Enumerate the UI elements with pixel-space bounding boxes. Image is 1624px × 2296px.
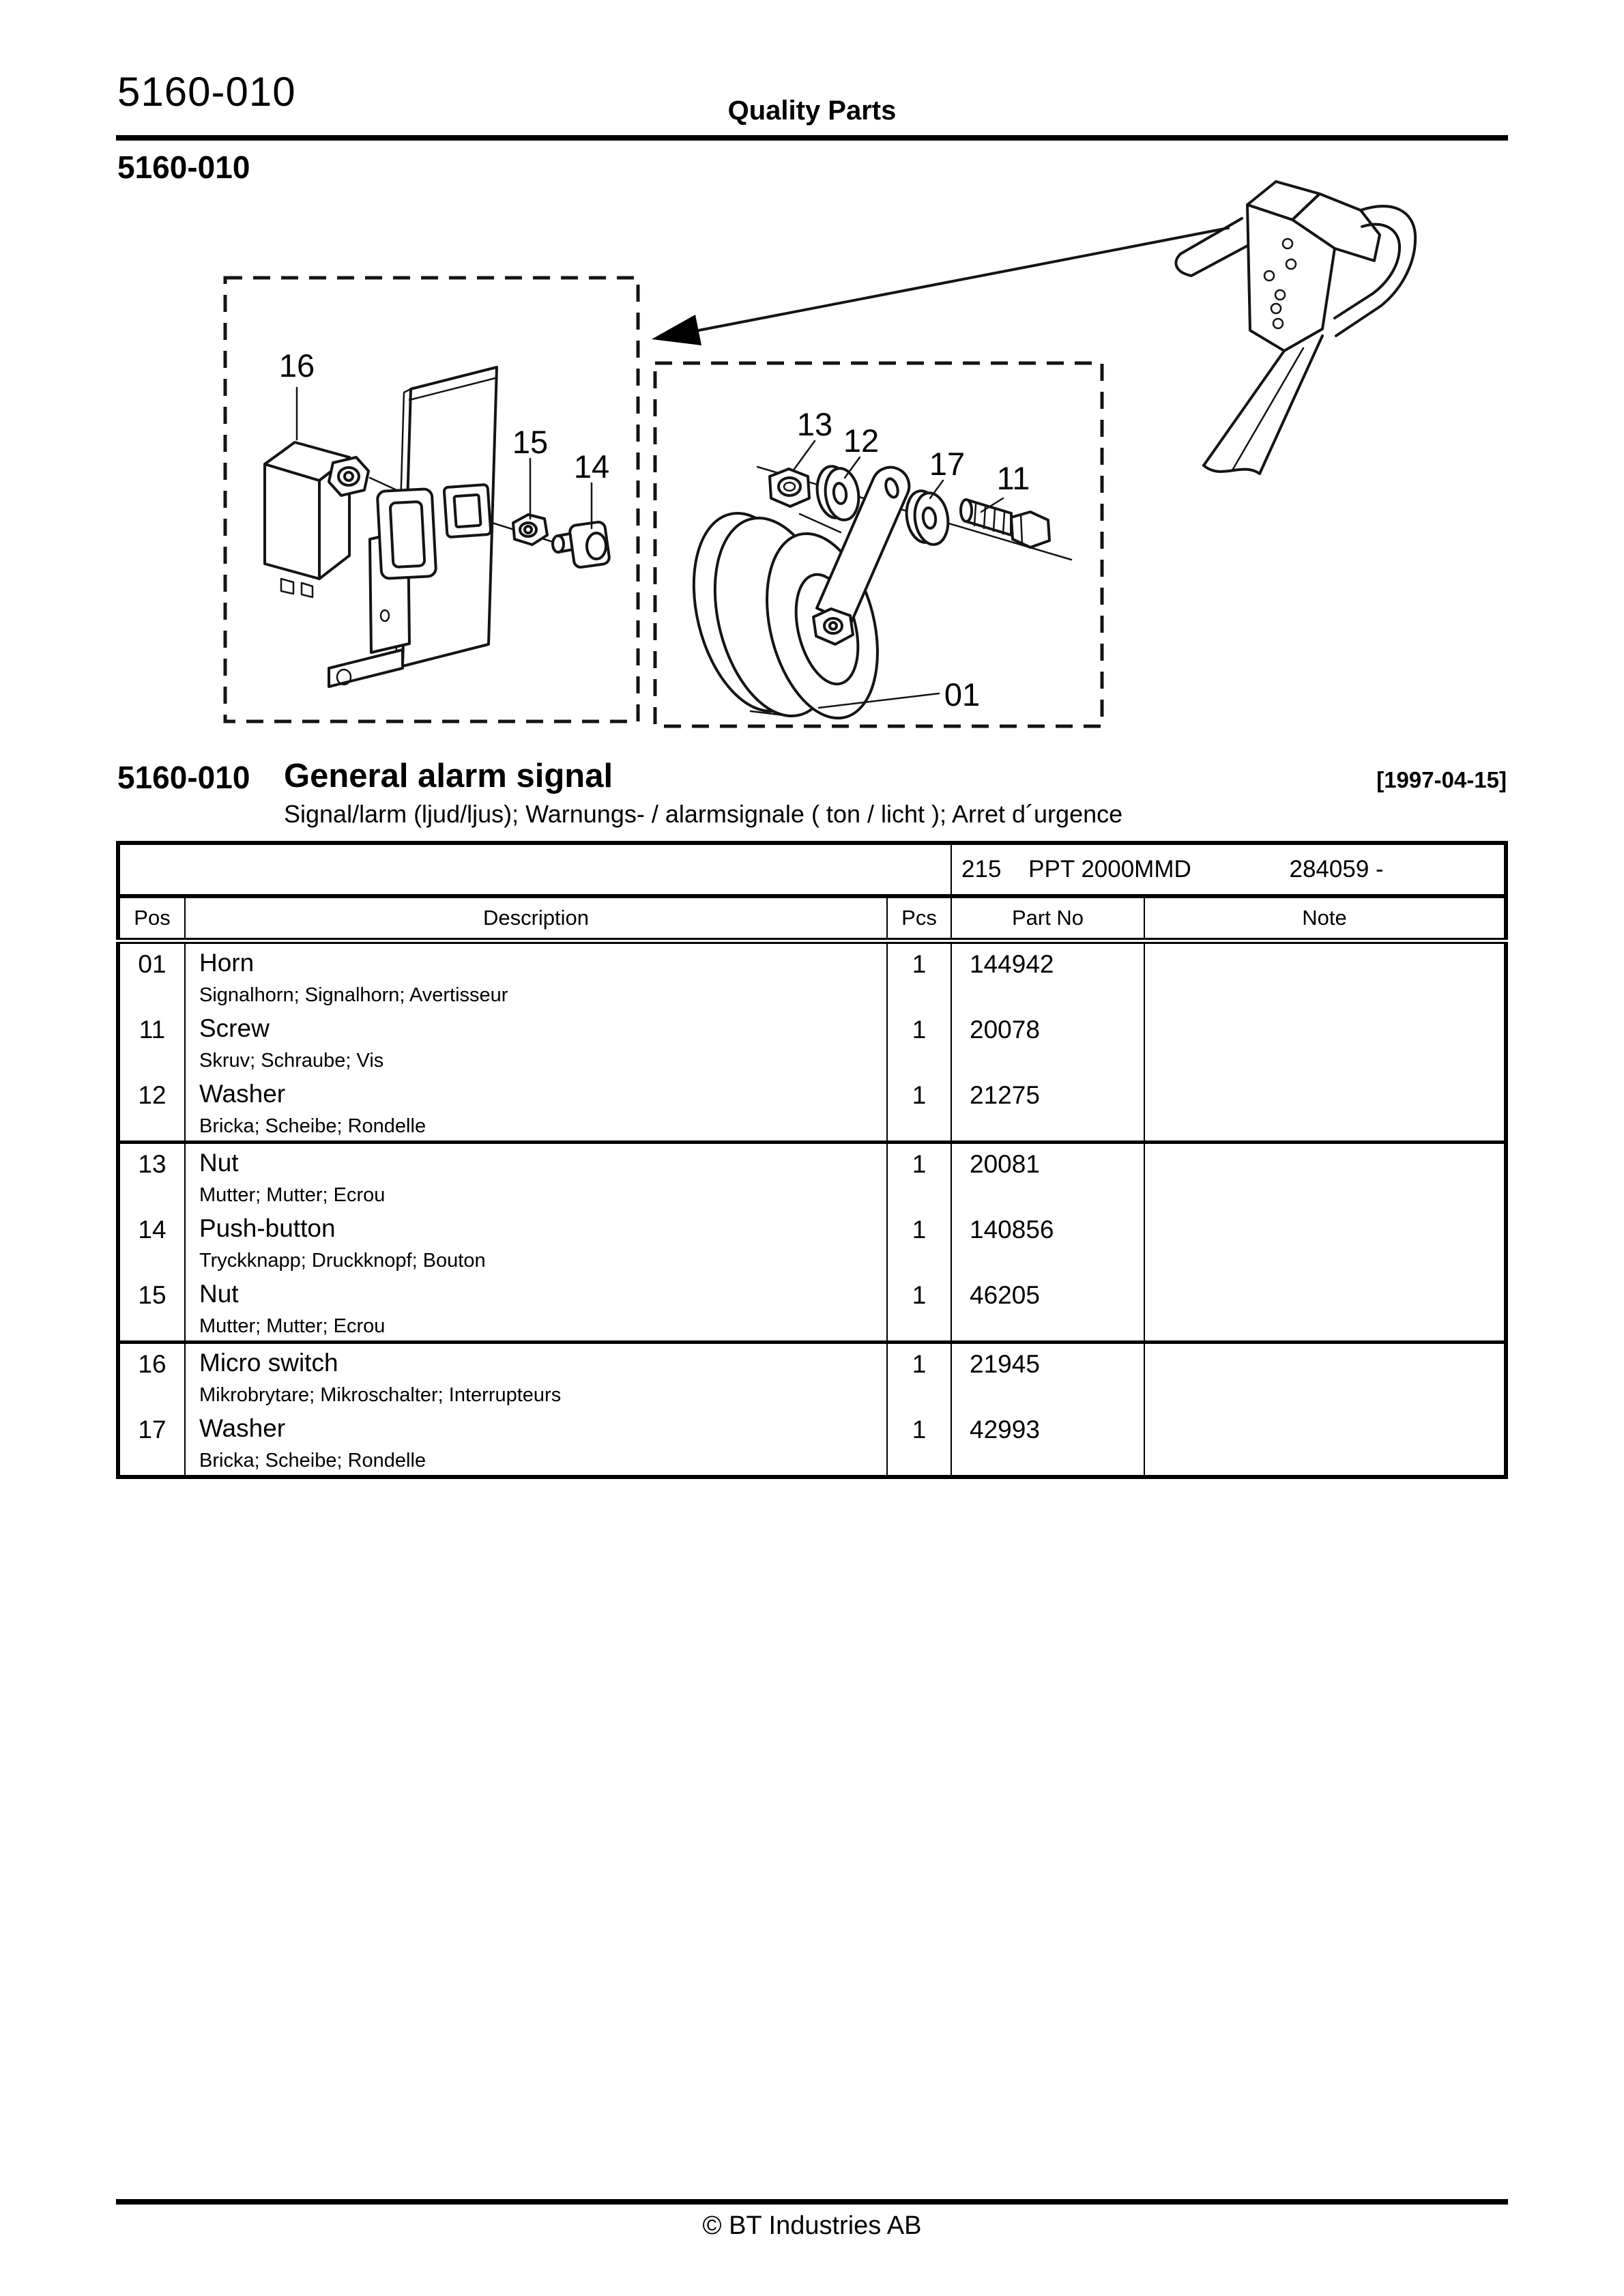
table-row	[118, 1209, 1506, 1275]
description-main: Horn	[199, 949, 255, 977]
description-cell	[185, 1209, 887, 1275]
table-row	[118, 1075, 1506, 1143]
callout-01: 01	[944, 676, 981, 713]
callout-14: 14	[573, 448, 610, 485]
pos-cell: 15	[138, 1281, 166, 1309]
pcs-cell: 1	[887, 1009, 951, 1075]
description-main: Nut	[199, 1280, 239, 1308]
note-cell	[1144, 1409, 1506, 1477]
part-no-cell: 140856	[951, 1209, 1144, 1275]
doc-number-header: 5160-010	[117, 69, 296, 115]
callout-12: 12	[843, 422, 880, 459]
table-header-row	[118, 896, 1506, 941]
footer-rule	[116, 2199, 1508, 2205]
section-subtitle: Signal/larm (ljud/ljus); Warnungs- / alarmsignale ( ton / licht ); Arret d´urgence	[284, 800, 1123, 828]
description-cell	[185, 941, 887, 1010]
description-main: Washer	[199, 1414, 286, 1442]
note-cell	[1144, 1275, 1506, 1343]
note-cell	[1144, 1075, 1506, 1143]
table-row	[118, 1275, 1506, 1343]
part-no-cell: 20078	[951, 1009, 1144, 1075]
pos-cell: 12	[138, 1081, 166, 1109]
callout-13: 13	[796, 406, 833, 442]
model-name: PPT 2000MMD	[1028, 856, 1191, 882]
tiller-handle-art	[1176, 182, 1415, 474]
description-main: Micro switch	[199, 1349, 338, 1377]
model-serial-range: 284059 -	[1289, 856, 1384, 882]
part-no-cell: 21945	[951, 1343, 1144, 1410]
col-note: Note	[1144, 896, 1506, 941]
part-no-cell: 20081	[951, 1143, 1144, 1210]
page-code: 5160-010	[117, 149, 250, 185]
pcs-cell: 1	[887, 1275, 951, 1343]
note-cell	[1144, 1209, 1506, 1275]
pcs-cell: 1	[887, 1209, 951, 1275]
callout-11: 11	[996, 460, 1030, 496]
description-cell	[185, 1275, 887, 1343]
part-no-cell: 42993	[951, 1409, 1144, 1477]
description-translations: Signalhorn; Signalhorn; Avertisseur	[199, 984, 508, 1006]
table-row	[118, 1409, 1506, 1477]
description-cell	[185, 1409, 887, 1477]
description-translations: Bricka; Scheibe; Rondelle	[199, 1115, 426, 1137]
pos-cell: 01	[138, 950, 166, 978]
callout-15: 15	[512, 424, 549, 460]
description-translations: Skruv; Schraube; Vis	[199, 1050, 384, 1072]
section-code: 5160-010	[117, 760, 250, 795]
description-main: Push-button	[199, 1214, 336, 1242]
callout-16: 16	[278, 347, 315, 384]
part-no-cell: 144942	[951, 941, 1144, 1010]
part-no-cell: 21275	[951, 1075, 1144, 1143]
table-row	[118, 1343, 1506, 1410]
description-main: Washer	[199, 1080, 286, 1108]
model-row	[118, 843, 1506, 896]
col-description: Description	[185, 896, 887, 941]
description-cell	[185, 1343, 887, 1410]
header-title: Quality Parts	[727, 96, 897, 126]
header-rule	[116, 135, 1508, 141]
description-translations: Mutter; Mutter; Ecrou	[199, 1184, 386, 1206]
note-cell	[1144, 1143, 1506, 1210]
note-cell	[1144, 1343, 1506, 1410]
note-cell	[1144, 941, 1506, 1010]
pcs-cell: 1	[887, 1409, 951, 1477]
col-pos: Pos	[118, 896, 185, 941]
section-title: General alarm signal	[284, 758, 613, 794]
figure-container	[116, 172, 1508, 740]
pos-cell: 16	[118, 1343, 185, 1410]
pos-cell: 14	[138, 1216, 166, 1244]
locator-arrow	[652, 228, 1228, 345]
callout-17: 17	[929, 446, 966, 482]
description-cell	[185, 1009, 887, 1075]
description-translations: Bricka; Scheibe; Rondelle	[199, 1450, 426, 1472]
pcs-cell: 1	[887, 1343, 951, 1410]
model-code: 215	[961, 856, 1002, 882]
description-cell	[185, 1075, 887, 1143]
part-no-cell: 46205	[951, 1275, 1144, 1343]
description-translations: Tryckknapp; Druckknopf; Bouton	[199, 1250, 486, 1272]
model-info-cell	[951, 843, 1506, 896]
switch-assembly-art	[265, 367, 610, 687]
pos-cell: 11	[139, 1016, 166, 1044]
section-date: [1997-04-15]	[1376, 767, 1507, 792]
pos-cell: 13	[118, 1143, 185, 1210]
note-cell	[1144, 1009, 1506, 1075]
col-pcs: Pcs	[887, 896, 951, 941]
table-row	[118, 1143, 1506, 1210]
description-translations: Mutter; Mutter; Ecrou	[199, 1315, 386, 1337]
horn-assembly-art	[675, 464, 1071, 730]
col-part-no: Part No	[951, 896, 1144, 941]
exploded-parts-figure	[116, 172, 1508, 740]
copyright-text: © BT Industries AB	[702, 2211, 922, 2240]
pcs-cell: 1	[887, 941, 951, 1010]
pos-cell: 17	[138, 1416, 166, 1444]
description-main: Screw	[199, 1014, 270, 1042]
pcs-cell: 1	[887, 1075, 951, 1143]
table-row	[118, 1009, 1506, 1075]
description-main: Nut	[199, 1149, 239, 1177]
pcs-cell: 1	[887, 1143, 951, 1210]
description-cell	[185, 1143, 887, 1210]
table-row	[118, 941, 1506, 1010]
model-empty-cell	[118, 843, 951, 896]
description-translations: Mikrobrytare; Mikroschalter; Interrupteurs	[199, 1384, 562, 1406]
parts-table	[116, 841, 1508, 1479]
